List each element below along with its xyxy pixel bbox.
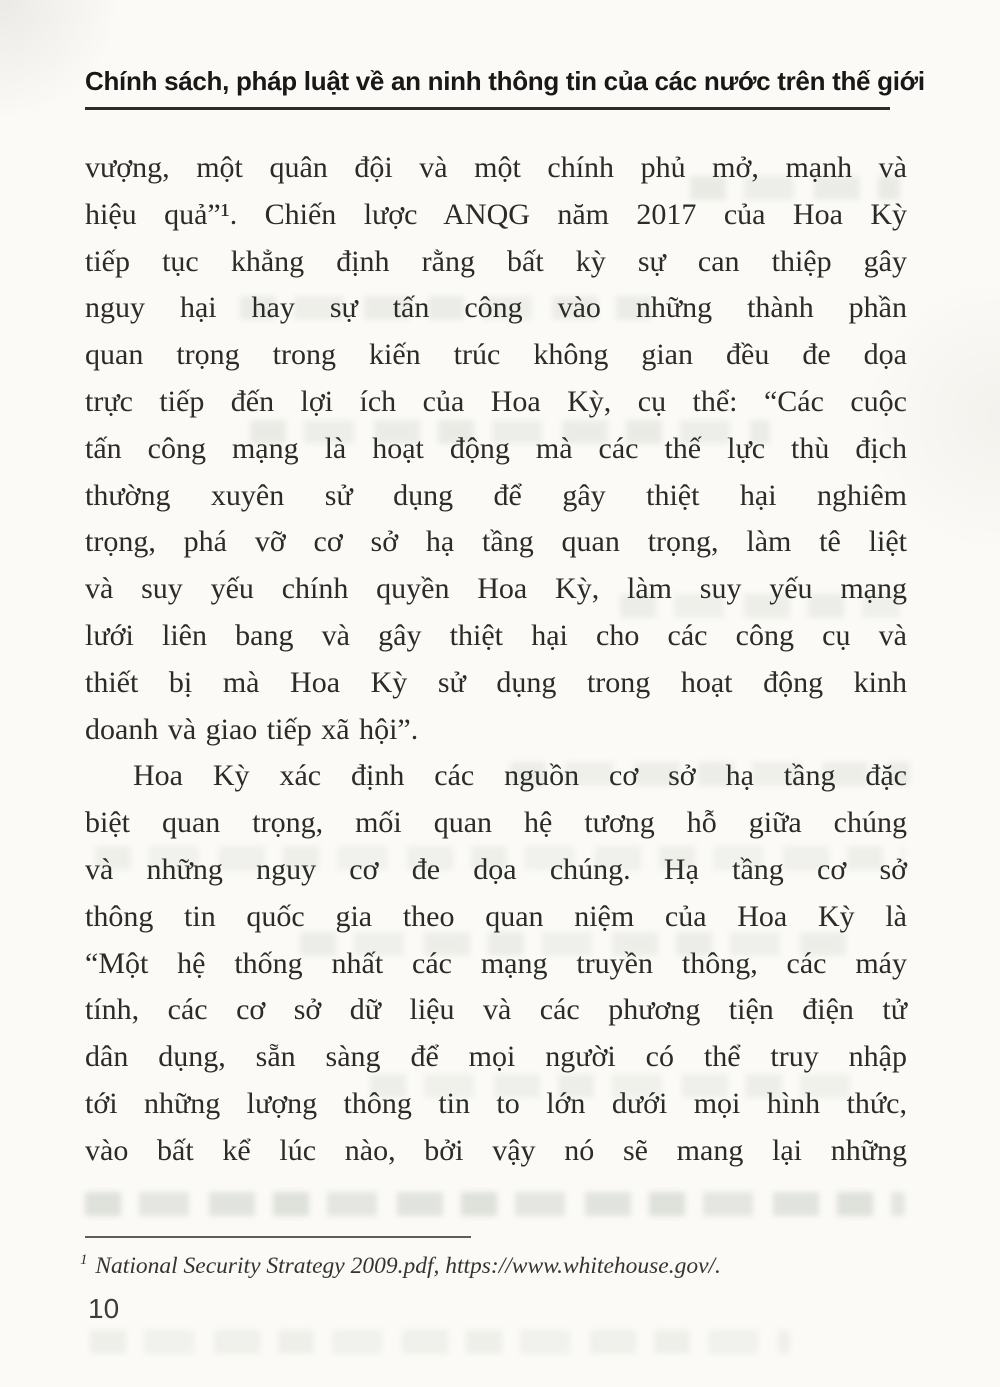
footnote-text: National Security Strategy 2009.pdf, https://www.whitehouse.gov/. (89, 1252, 721, 1279)
text-line: “Một hệ thống nhất các mạng truyền thông, các máy (85, 946, 907, 980)
text-line: thường xuyên sử dụng để gây thiệt hại nghiêm (85, 478, 907, 512)
text-line: nguy hại hay sự tấn công vào những thành phần (85, 291, 907, 325)
footnote-marker: 1 (80, 1252, 88, 1268)
header-rule (85, 107, 890, 110)
text-line: và suy yếu chính quyền Hoa Kỳ, làm suy yếu mạng (85, 572, 907, 606)
text-line: biệt quan trọng, mối quan hệ tương hỗ giữa chúng (85, 806, 907, 840)
text-line: dân dụng, sẵn sàng để mọi người có thể truy nhập (85, 1040, 907, 1074)
text-line: doanh và giao tiếp xã hội”. (85, 712, 419, 746)
text-line: tính, các cơ sở dữ liệu và các phương tiện điện tử (85, 993, 907, 1027)
page-number: 10 (88, 1293, 120, 1324)
footnote-rule (85, 1236, 471, 1238)
text-line: trực tiếp đến lợi ích của Hoa Kỳ, cụ thể: “Các cuộc (85, 384, 907, 418)
text-line: Hoa Kỳ xác định các nguồn cơ sở hạ tầng đặc (133, 759, 907, 793)
text-line: tấn công mạng là hoạt động mà các thế lực thù địch (85, 431, 907, 465)
text-line: vượng, một quân đội và một chính phủ mở, mạnh và (85, 151, 907, 184)
bleedthrough-artifact (85, 1192, 905, 1216)
text-line: lưới liên bang và gây thiệt hại cho các công cụ và (85, 618, 907, 652)
text-line: hiệu quả”¹. Chiến lược ANQG năm 2017 của Hoa Kỳ (85, 197, 907, 231)
text-line: thông tin quốc gia theo quan niệm của Hoa Kỳ là (85, 899, 907, 933)
bleedthrough-artifact (90, 1330, 790, 1354)
footnote (80, 1252, 920, 1280)
text-line: quan trọng trong kiến trúc không gian đều đe dọa (85, 338, 907, 372)
text-line: thiết bị mà Hoa Kỳ sử dụng trong hoạt động kinh (85, 665, 907, 699)
text-line: trọng, phá vỡ cơ sở hạ tầng quan trọng, làm tê liệt (85, 525, 907, 559)
text-line: tiếp tục khẳng định rằng bất kỳ sự can thiệp gây (85, 244, 907, 278)
text-line: và những nguy cơ đe dọa chúng. Hạ tầng cơ sở (85, 852, 907, 886)
body-text (85, 145, 907, 1175)
text-line: tới những lượng thông tin to lớn dưới mọi hình thức, (85, 1086, 907, 1120)
running-header: Chính sách, pháp luật về an ninh thông tin của các nước trên thế giới (85, 66, 925, 96)
text-line: vào bất kể lúc nào, bởi vậy nó sẽ mang lại những (85, 1133, 907, 1167)
